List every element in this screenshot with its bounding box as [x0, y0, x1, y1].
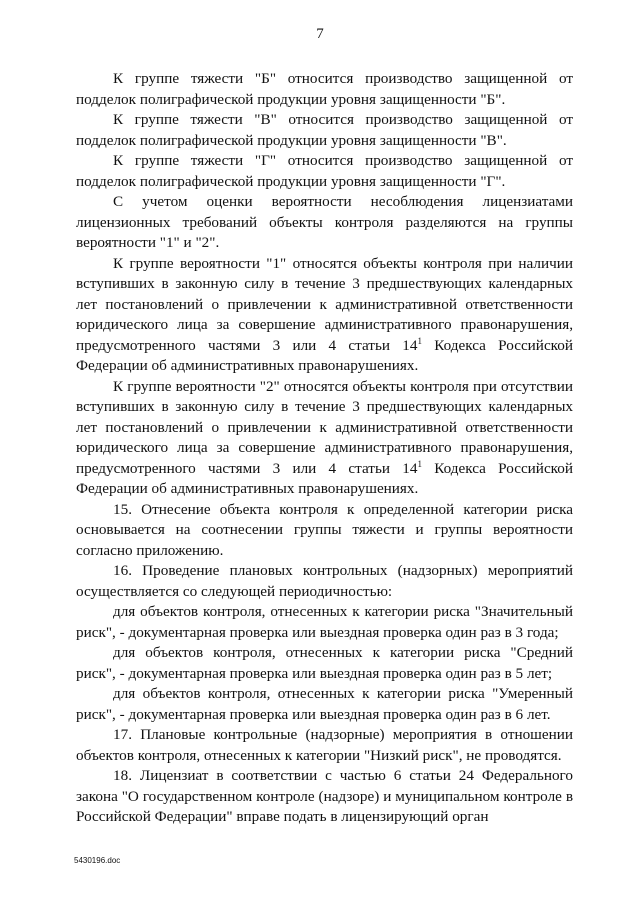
paragraph-severity-g: К группе тяжести "Г" относится производство защищенной от подделок полиграфической продукции уровня защищенности "Г". [76, 152, 573, 190]
paragraph-17: 17. Плановые контрольные (надзорные) мероприятия в отношении объектов контроля, отнесенных к категории "Низкий риск", не проводятся. [76, 726, 573, 764]
paragraph-moderate-risk: для объектов контроля, отнесенных к категории риска "Умеренный риск", - документарная проверка или выездная проверка один раз в 6 лет. [76, 685, 573, 723]
paragraph-text-part: К группе вероятности "1" относятся объекты контроля при наличии вступивших в законную силу в течение 3 предшествующих календарных лет постановлений о привлечении к административной ответственности юридического лица за совершение административного правонарушения, предусмотренного частями 3 или 4 статьи 14 [76, 254, 573, 354]
paragraph-15: 15. Отнесение объекта контроля к определенной категории риска основывается на соотнесении группы тяжести и группы вероятности согласно приложению. [76, 500, 573, 559]
paragraph-significant-risk: для объектов контроля, отнесенных к категории риска "Значительный риск", - документарная проверка или выездная проверка один раз в 3 года; [76, 603, 573, 641]
paragraph-severity-v: К группе тяжести "В" относится производство защищенной от подделок полиграфической продукции уровня защищенности "В". [76, 111, 573, 149]
body-text [76, 69, 573, 828]
paragraph-probability-groups: С учетом оценки вероятности несоблюдения лицензиатами лицензионных требований объекты контроля разделяются на группы вероятности "1" и "2". [76, 193, 573, 251]
paragraph-severity-b: К группе тяжести "Б" относится производство защищенной от подделок полиграфической продукции уровня защищенности "Б". [76, 70, 573, 108]
document-filename: 5430196.doc [74, 856, 121, 865]
paragraph-text-part: Кодекса Российской Федерации об административных правонарушениях. [76, 336, 574, 374]
paragraph-18: 18. Лицензиат в соответствии с частью 6 статьи 24 Федерального закона "О государственном контроле (надзоре) и муниципальном контроле в Российской Федерации" вправе подать в лицензирующий орган [76, 767, 573, 825]
superscript: 1 [417, 458, 422, 469]
paragraph-16: 16. Проведение плановых контрольных (надзорных) мероприятий осуществляется со следующей периодичностью: [76, 562, 573, 600]
paragraph-medium-risk: для объектов контроля, отнесенных к категории риска "Средний риск", - документарная проверка или выездная проверка один раз в 5 лет; [76, 644, 573, 682]
paragraph-text-part: К группе вероятности "2" относятся объекты контроля при отсутствии вступивших в законную силу в течение 3 предшествующих календарных лет постановлений о привлечении к административной ответственности юридического лица за совершение административного правонарушения, предусмотренного частями 3 или 4 статьи 14 [76, 377, 573, 477]
paragraph-text-part: Кодекса Российской Федерации об административных правонарушениях. [76, 459, 574, 497]
page-number: 7 [316, 26, 324, 42]
paragraph-probability-group-1 [76, 254, 573, 377]
paragraph-probability-group-2 [76, 377, 573, 500]
superscript: 1 [417, 335, 422, 346]
